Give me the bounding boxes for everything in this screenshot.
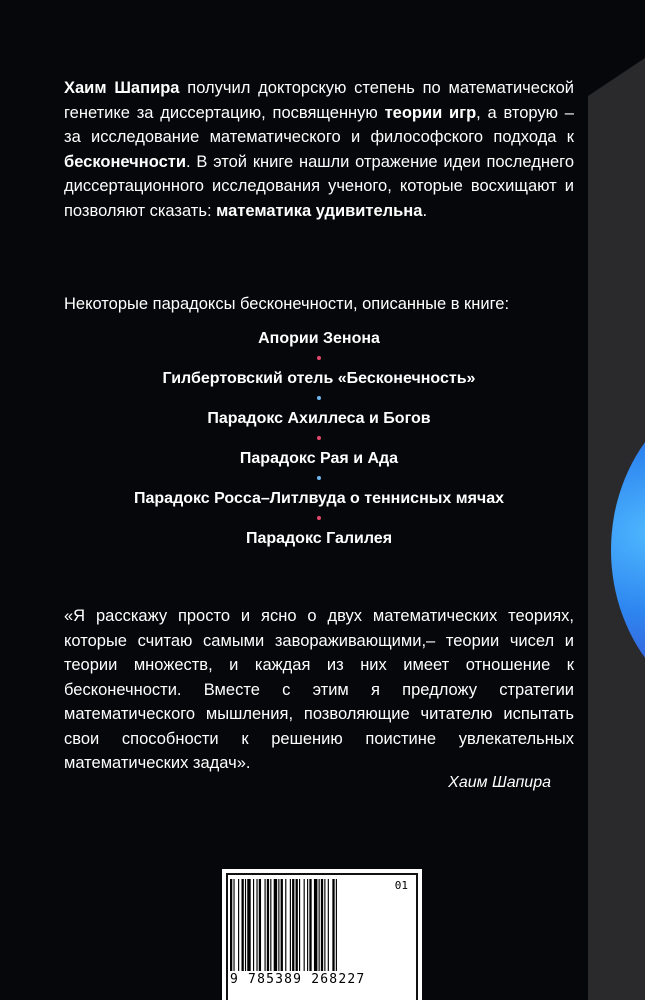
intro-text-1: получил докторскую степень по математической генетике за диссертацию, посвященную <box>64 79 574 122</box>
intro-paragraph <box>64 76 574 223</box>
bullet-dot-pink <box>317 436 321 440</box>
barcode-bar <box>332 879 334 971</box>
barcode-bar <box>321 879 323 971</box>
barcode-bar <box>265 879 266 971</box>
barcode-bar <box>238 879 239 971</box>
math-amazing-bold: математика удивительна <box>216 201 423 220</box>
barcode-bar <box>256 879 257 971</box>
barcode-bar <box>274 879 277 971</box>
paradox-item: Парадокс Ахиллеса и Богов <box>207 410 431 427</box>
barcode-bar <box>233 879 234 971</box>
bullet-dot-blue <box>317 476 321 480</box>
barcode-bar <box>299 879 300 971</box>
barcode-bar <box>242 879 244 971</box>
barcode-isbn <box>222 869 422 1000</box>
barcode-bar <box>314 879 317 971</box>
barcode-bar <box>270 879 271 971</box>
paradox-item: Гилбертовский отель «Бесконечность» <box>162 370 476 387</box>
barcode-bar <box>292 879 294 971</box>
paradox-item: Апории Зенона <box>258 330 380 347</box>
bullet-dot-pink <box>317 516 321 520</box>
barcode-bar <box>247 879 250 971</box>
barcode-bar <box>328 879 329 971</box>
game-theory-bold: теории игр <box>384 103 477 122</box>
barcode-bar <box>290 879 291 971</box>
barcode-number: 9 785389 268227 <box>230 972 366 987</box>
bullet-dot-pink <box>317 356 321 360</box>
paradox-item: Парадокс Рая и Ада <box>239 450 399 467</box>
intro-text-4: . <box>422 201 428 220</box>
barcode-bar <box>278 879 279 971</box>
barcode-bar <box>285 879 286 971</box>
infinity-bold: бесконечности <box>64 152 186 171</box>
paradox-list <box>64 328 574 550</box>
author-name-bold: Хаим Шапира <box>64 79 180 97</box>
barcode-bar <box>304 879 305 971</box>
bullet-dot-blue <box>317 396 321 400</box>
barcode-bar <box>253 879 254 971</box>
barcode-bar <box>296 879 298 971</box>
barcode-bar <box>307 879 308 971</box>
paradox-item: Парадокс Галилея <box>245 530 393 547</box>
quote-paragraph: «Я расскажу просто и ясно о двух математических теориях, которые считаю самыми завораживающими,– теории чисел и теории множеств, и каждая из них имеет отношение к бесконечности. Вместе с этим я предложу стратегии математического мышления, позволяющие читателю испытать свои способности к решению поистине увлекательных математических задач». <box>64 607 574 772</box>
barcode-addon-number: 01 <box>394 879 408 892</box>
barcode-bar <box>281 879 283 971</box>
paradox-list-intro: Некоторые парадоксы бесконечности, описанные в книге: <box>64 295 510 313</box>
quote-author: Хаим Шапира <box>448 774 551 791</box>
intro-text-2: , а вторую – за исследование математического и философского подхода к <box>64 103 574 146</box>
barcode-bar <box>267 879 269 971</box>
barcode-bar <box>245 879 246 971</box>
barcode-bars <box>230 879 380 971</box>
intro-text-3: . В этой книге нашли отражение идеи последнего диссертационного исследования ученого, которые восхищают и позволяют сказать: <box>64 152 574 220</box>
barcode-bar <box>336 879 337 971</box>
paradox-item: Парадокс Росса–Литлвуда о теннисных мячах <box>134 490 504 507</box>
barcode-bar <box>324 879 325 971</box>
barcode-bar <box>309 879 311 971</box>
barcode-bar <box>230 879 232 971</box>
barcode-bar <box>319 879 320 971</box>
barcode-bar <box>259 879 261 971</box>
